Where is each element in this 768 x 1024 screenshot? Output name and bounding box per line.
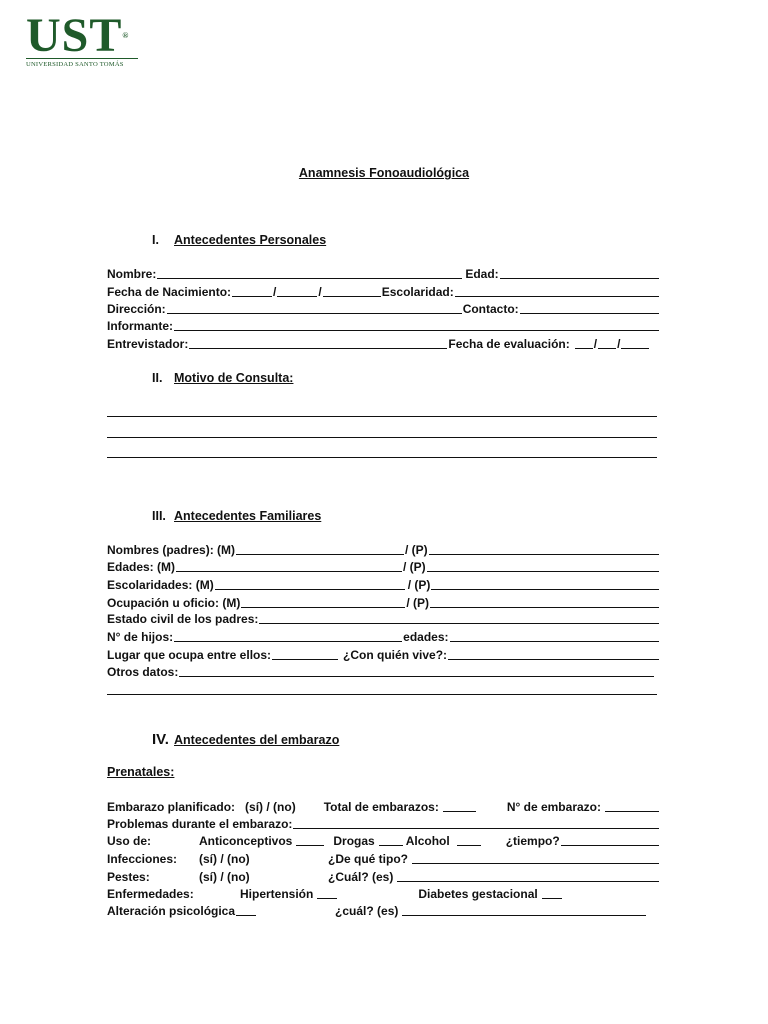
row-psicologica (107, 902, 647, 918)
label-uso: Uso de: (107, 834, 152, 848)
label-problemas: Problemas durante el embarazo: (107, 817, 293, 831)
date-slash: / (593, 337, 598, 351)
logo-subtitle: UNIVERSIDAD SANTO TOMÁS (26, 61, 124, 68)
section-title: Antecedentes Personales (174, 233, 327, 247)
label-diabetes: Diabetes gestacional (418, 887, 538, 901)
section-title: Motivo de Consulta: (174, 371, 294, 385)
field-nombre-padre[interactable] (429, 542, 659, 555)
label-psicologica: Alteración psicológica (107, 904, 236, 918)
label-escolaridades: Escolaridades: (M) (107, 578, 214, 592)
row-escolaridades (107, 576, 660, 592)
field-escolaridad-madre[interactable] (215, 577, 405, 590)
date-slash: / (617, 337, 621, 351)
label-enfermedades: Enfermedades: (107, 887, 194, 901)
section-personales-heading (152, 233, 326, 247)
field-lugar[interactable] (272, 647, 338, 660)
row-direccion-contacto (107, 300, 660, 316)
field-anticonceptivos[interactable] (296, 833, 324, 846)
field-informante[interactable] (174, 318, 659, 331)
field-tiempo[interactable] (561, 833, 659, 846)
field-edades-hijos[interactable] (450, 629, 660, 642)
field-tipo[interactable] (412, 851, 659, 864)
field-escolaridad[interactable] (455, 284, 659, 297)
label-padre: / (P) (407, 578, 431, 592)
label-informante: Informante: (107, 319, 173, 333)
label-estado-civil: Estado civil de los padres: (107, 612, 259, 626)
row-nombre-edad (107, 265, 660, 281)
section-number: II. (152, 371, 163, 385)
label-total-embarazos: Total de embarazos: (323, 800, 439, 814)
section-embarazo-heading (152, 731, 339, 748)
field-mes[interactable] (277, 284, 317, 297)
row-entrevistador (107, 335, 660, 351)
label-fecha-nacimiento: Fecha de Nacimiento: (107, 285, 232, 299)
motivo-line[interactable] (107, 437, 657, 438)
field-edad-padre[interactable] (427, 559, 659, 572)
label-nombres-padres: Nombres (padres): (M) (107, 543, 236, 557)
field-total-embarazos[interactable] (443, 799, 476, 812)
label-infecciones: Infecciones: (107, 852, 178, 866)
row-estado-civil (107, 610, 660, 626)
field-eval-anio[interactable] (621, 336, 649, 349)
label-tipo: ¿De qué tipo? (328, 852, 408, 866)
section-title: Antecedentes Familiares (174, 509, 322, 523)
option-si-no[interactable]: (sí) / (no) (245, 800, 296, 814)
field-dia[interactable] (232, 284, 272, 297)
section-motivo-heading (152, 371, 293, 385)
row-informante (107, 317, 660, 333)
field-hijos[interactable] (174, 629, 402, 642)
label-direccion: Dirección: (107, 302, 166, 316)
field-edad[interactable] (500, 266, 659, 279)
section-number: III. (152, 509, 166, 523)
field-entrevistador[interactable] (189, 336, 447, 349)
field-alcohol[interactable] (457, 833, 481, 846)
row-infecciones (107, 850, 660, 866)
label-lugar: Lugar que ocupa entre ellos: (107, 648, 272, 662)
field-ocupacion-madre[interactable] (241, 595, 405, 608)
field-ocupacion-padre[interactable] (430, 595, 659, 608)
row-hijos (107, 628, 660, 644)
section-number: IV. (152, 731, 169, 748)
field-psicologica[interactable] (236, 903, 256, 916)
field-edad-madre[interactable] (176, 559, 402, 572)
label-entrevistador: Entrevistador: (107, 337, 189, 351)
field-estado-civil[interactable] (259, 611, 659, 624)
label-padre: / (P) (406, 596, 429, 610)
field-direccion[interactable] (167, 301, 462, 314)
field-otros[interactable] (179, 664, 654, 677)
field-escolaridad-padre[interactable] (431, 577, 659, 590)
row-pestes (107, 868, 660, 884)
field-nombre-madre[interactable] (236, 542, 404, 555)
field-nombre[interactable] (157, 266, 462, 279)
label-edades: Edades: (M) (107, 560, 176, 574)
row-uso (107, 832, 660, 848)
logo-text: UST (26, 9, 123, 62)
label-planificado: Embarazo planificado: (107, 800, 236, 814)
label-cual-psicologica: ¿cuál? (es) (335, 904, 399, 918)
label-contacto: Contacto: (462, 302, 519, 316)
label-cual: ¿Cuál? (es) (328, 870, 394, 884)
field-numero-embarazo[interactable] (605, 799, 659, 812)
section-title: Antecedentes del embarazo (174, 733, 340, 747)
option-si-no[interactable]: (sí) / (no) (199, 870, 250, 884)
row-lugar-vive (107, 646, 660, 662)
motivo-line[interactable] (107, 416, 657, 417)
label-hijos: N° de hijos: (107, 630, 174, 644)
row-edades-padres (107, 558, 660, 574)
page-title: Anamnesis Fonoaudiológica (298, 166, 470, 180)
field-hipertension[interactable] (317, 886, 337, 899)
field-diabetes[interactable] (542, 886, 562, 899)
label-escolaridad: Escolaridad: (381, 285, 454, 299)
field-cual-psicologica[interactable] (402, 903, 646, 916)
field-eval-mes[interactable] (598, 336, 616, 349)
otros-line[interactable] (107, 694, 657, 695)
label-nombre: Nombre: (107, 267, 157, 281)
registered-mark: ® (122, 31, 130, 40)
field-eval-dia[interactable] (575, 336, 593, 349)
field-problemas[interactable] (293, 816, 659, 829)
label-edades-hijos: edades: (403, 630, 449, 644)
row-fecha-escolaridad (107, 283, 660, 299)
label-alcohol: Alcohol (405, 834, 450, 848)
row-otros (107, 663, 660, 679)
label-numero-embarazo: N° de embarazo: (506, 800, 601, 814)
field-drogas[interactable] (379, 833, 403, 846)
option-si-no[interactable]: (sí) / (no) (199, 852, 250, 866)
university-logo (26, 9, 138, 68)
date-slash: / (318, 285, 322, 299)
label-tiempo: ¿tiempo? (505, 834, 560, 848)
section-familiares-heading (152, 509, 321, 523)
motivo-line[interactable] (107, 457, 657, 458)
label-padre: / (P) (405, 543, 428, 557)
label-edad: Edad: (465, 267, 499, 281)
field-anio[interactable] (323, 284, 381, 297)
row-problemas (107, 815, 660, 831)
label-ocupacion: Ocupación u oficio: (M) (107, 596, 241, 610)
date-slash: / (273, 285, 277, 299)
row-nombres-padres (107, 541, 660, 557)
label-pestes: Pestes: (107, 870, 150, 884)
row-enfermedades (107, 885, 660, 901)
label-fecha-evaluacion: Fecha de evaluación: (448, 337, 570, 351)
label-otros: Otros datos: (107, 665, 179, 679)
row-planificado (107, 798, 660, 814)
row-ocupacion (107, 594, 660, 610)
label-anticonceptivos: Anticonceptivos (199, 834, 293, 848)
prenatales-heading: Prenatales: (107, 765, 175, 779)
label-con-quien: ¿Con quién vive?: (343, 648, 448, 662)
label-padre: / (P) (403, 560, 426, 574)
section-number: I. (152, 233, 159, 247)
label-hipertension: Hipertensión (240, 887, 314, 901)
field-contacto[interactable] (520, 301, 659, 314)
field-cual[interactable] (397, 869, 659, 882)
field-con-quien[interactable] (448, 647, 659, 660)
label-drogas: Drogas (333, 834, 375, 848)
